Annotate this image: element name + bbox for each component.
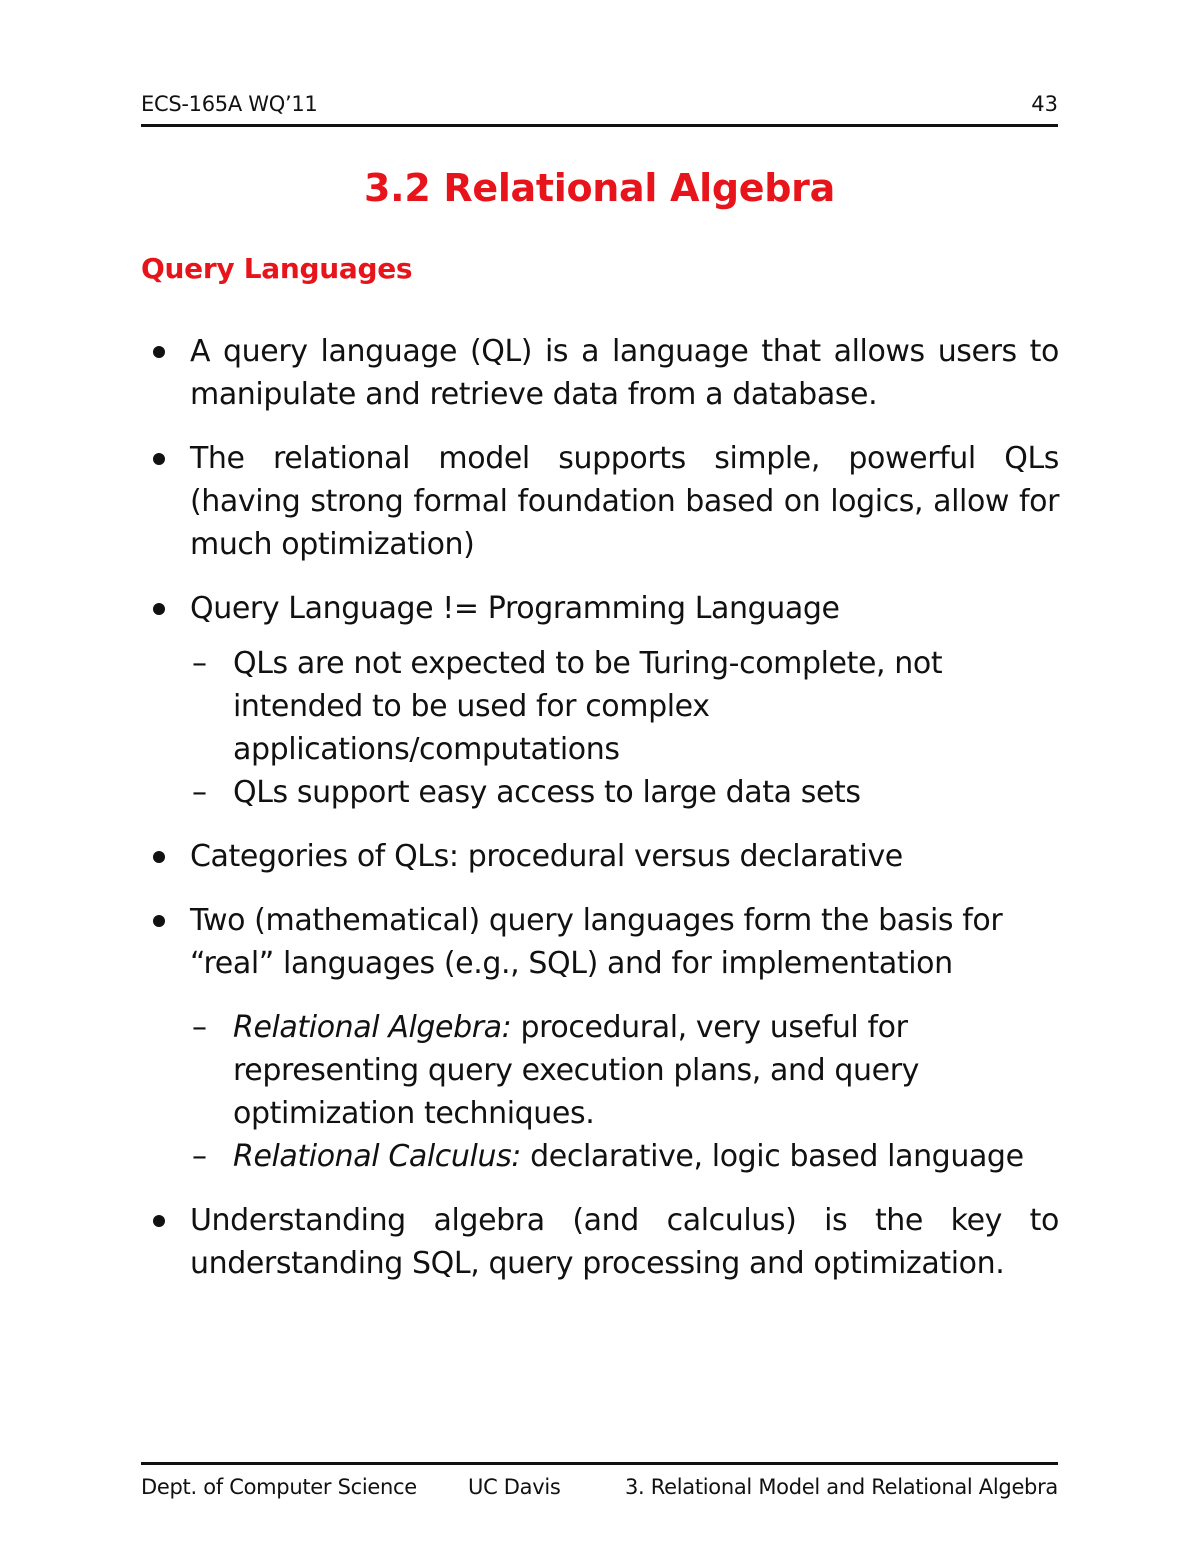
sub-bullet-item (141, 771, 1059, 814)
bullet-dot-icon (153, 346, 165, 358)
bullet-item (141, 587, 1059, 630)
bullet-text: A query language (QL) is a language that allows users to manipulate and retrieve data from a database. (190, 334, 1059, 412)
footer-dept: Dept. of Computer Science (141, 1475, 417, 1499)
dash-icon: – (192, 646, 207, 681)
page-title: 3.2 Relational Algebra (364, 166, 835, 210)
page-number: 43 (1031, 92, 1058, 116)
dash-icon: – (192, 1010, 207, 1045)
sub-bullet-item (141, 1135, 1059, 1178)
bullet-text: Query Language != Programming Language (190, 591, 840, 626)
bullet-list (141, 330, 1059, 1285)
bullet-text: Understanding algebra (and calculus) is the key to understanding SQL, query processing and optimization. (190, 1203, 1059, 1281)
page-footer (141, 1462, 1058, 1505)
bullet-item (141, 835, 1059, 878)
bullet-dot-icon (153, 1215, 165, 1227)
sub-bullet-text: procedural, very useful for representing query execution plans, and query optimization techniques. (233, 1010, 920, 1131)
sub-bullet-term: Relational Calculus: (233, 1139, 522, 1174)
bullet-dot-icon (153, 915, 165, 927)
bullet-item (141, 437, 1059, 566)
bullet-dot-icon (153, 453, 165, 465)
bullet-dot-icon (153, 851, 165, 863)
dash-icon: – (192, 1139, 207, 1174)
bullet-dot-icon (153, 603, 165, 615)
dash-icon: – (192, 775, 207, 810)
footer-chapter: 3. Relational Model and Relational Algebra (624, 1475, 1058, 1499)
section-heading: Query Languages (141, 252, 413, 285)
sub-bullet-item (141, 1006, 1059, 1135)
bullet-item (141, 1199, 1059, 1285)
footer-school: UC Davis (468, 1475, 561, 1499)
page-header (141, 88, 1058, 127)
sub-bullet-item (141, 642, 1059, 771)
sub-bullet-text: declarative, logic based language (521, 1139, 1024, 1174)
bullet-text: Two (mathematical) query languages form the basis for “real” languages (e.g., SQL) and for implementation (190, 903, 1003, 981)
bullet-item (141, 899, 1059, 985)
bullet-text: Categories of QLs: procedural versus declarative (190, 839, 903, 874)
sub-bullet-text: QLs are not expected to be Turing-complete, not intended to be used for complex applications/computations (233, 646, 943, 767)
bullet-item (141, 330, 1059, 416)
course-label: ECS-165A WQ’11 (141, 92, 318, 116)
sub-bullet-term: Relational Algebra: (233, 1010, 512, 1045)
bullet-text: The relational model supports simple, powerful QLs (having strong formal foundation based on logics, allow for much optimization) (190, 441, 1059, 562)
sub-bullet-text: QLs support easy access to large data sets (233, 775, 861, 810)
